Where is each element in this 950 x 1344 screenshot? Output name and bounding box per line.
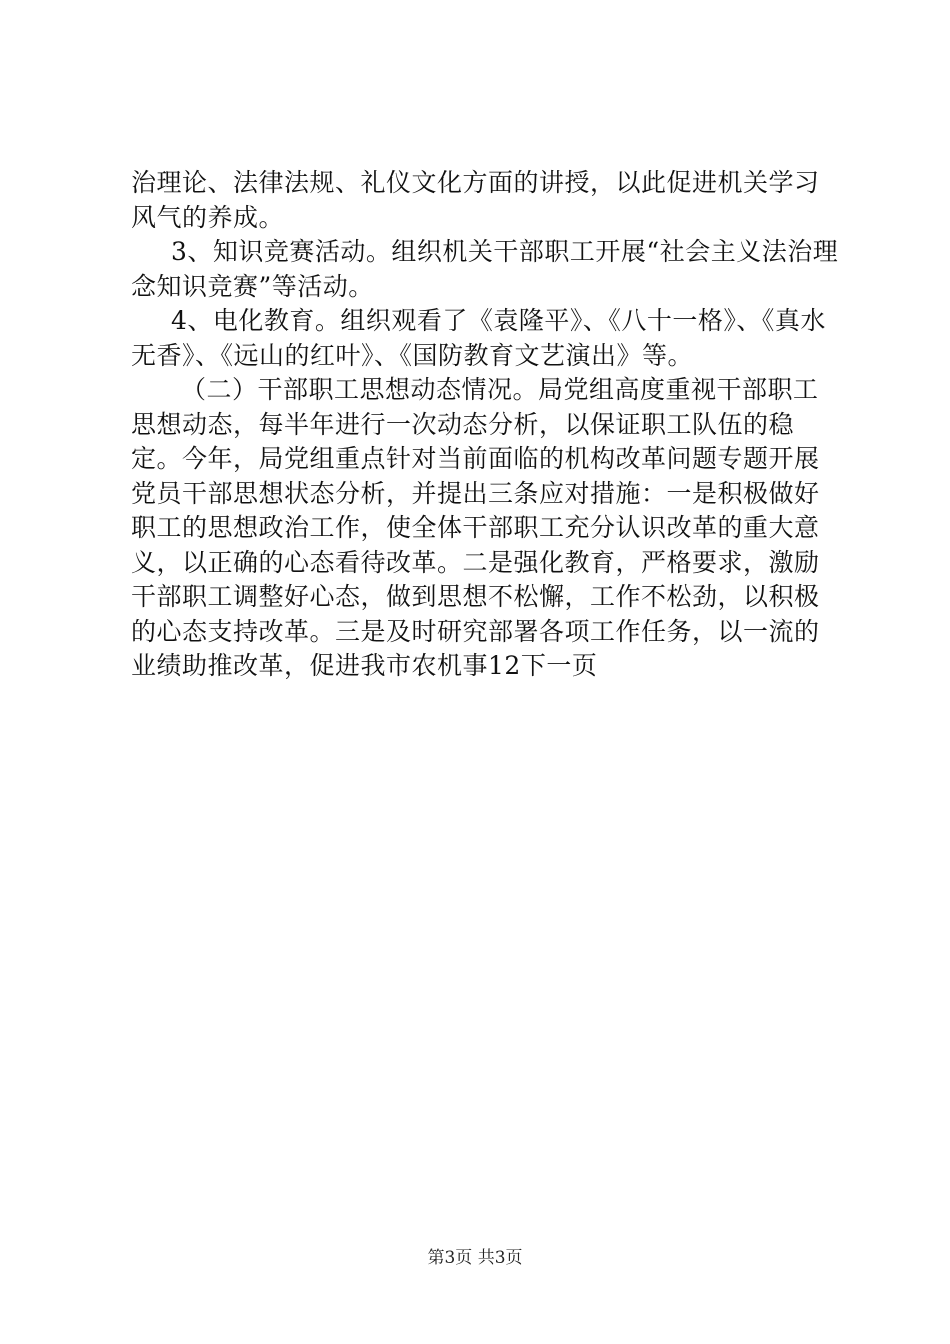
paragraph-continuation: 治理论、法律法规、礼仪文化方面的讲授，以此促进机关学习风气的养成。 [131, 168, 820, 232]
paragraph-staff-ideology: （二）干部职工思想动态情况。局党组高度重视干部职工思想动态，每半年进行一次动态分析，以保证职工队伍的稳定。今年，局党组重点针对当前面临的机构改革问题专题开展党员干部思想状态分析，并提出三条应对措施：一是积极做好职工的思想政治工作，使全体干部职工充分认识改革的重大意义，以正确的心态看待改革。二是强化教育，严格要求，激励干部职工调整好心态，做到思想不松懈，工作不松劲，以积极的心态支持改革。三是及时研究部署各项工作任务，以一流的业绩助推改革，促进我市农机事12下一页 [131, 375, 820, 680]
page-footer: 第3页 共3页 [427, 1248, 523, 1268]
paragraph-knowledge-contest: 3、知识竞赛活动。组织机关干部职工开展“社会主义法治理念知识竞赛”等活动。 [131, 237, 839, 301]
document-body [131, 166, 841, 684]
paragraph-audiovisual-education: 4、电化教育。组织观看了《袁隆平》、《八十一格》、《真水无香》、《远山的红叶》、《国防教育文艺演出》等。 [131, 306, 826, 370]
